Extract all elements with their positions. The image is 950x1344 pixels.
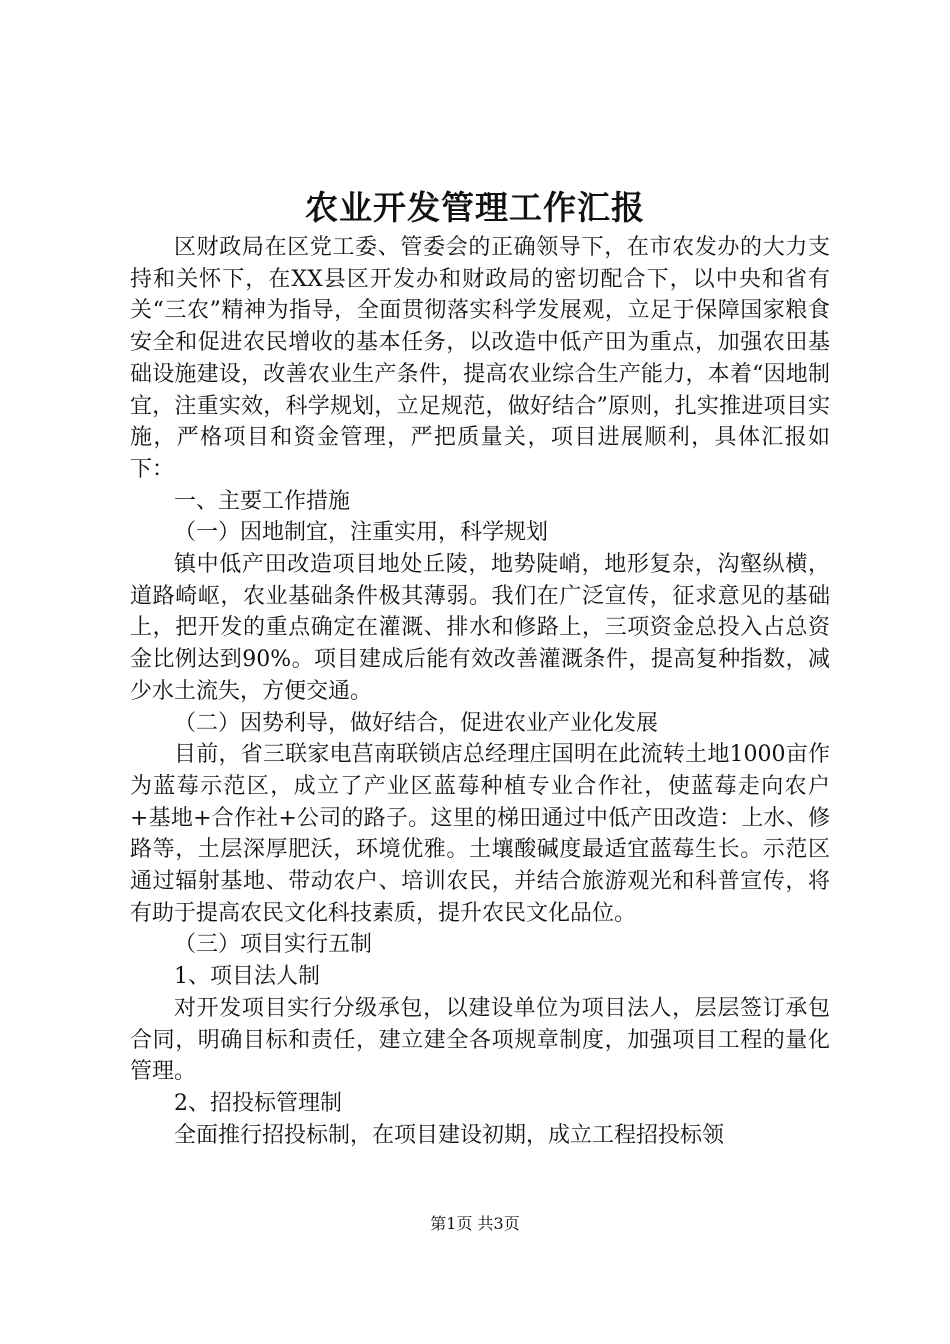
item-heading-1: 1、项目法人制 [174,964,320,990]
section-heading-main-measures: 一、主要工作措施 [174,488,351,514]
subsection-heading-3: （三）项目实行五制 [174,932,373,958]
document-body [130,232,830,1151]
document-title: 农业开发管理工作汇报 [305,188,645,227]
paragraph-subsection-1: 镇中低产田改造项目地处丘陵，地势陡峭，地形复杂，沟壑纵横，道路崎岖，农业基础条件极其薄弱。我们在广泛宣传，征求意见的基础上，把开发的重点确定在灌溉、排水和修路上，三项资金总投入占总资金比例达到90%。项目建成后能有效改善灌溉条件，提高复种指数，减少水土流失，方便交通。 [130,552,830,704]
subsection-heading-1: （一）因地制宜，注重实用，科学规划 [174,520,549,546]
item-heading-2: 2、招投标管理制 [174,1090,342,1116]
paragraph-item-2: 全面推行招投标制，在项目建设初期，成立工程招投标领 [174,1122,725,1148]
subsection-heading-2: （二）因势利导，做好结合，促进农业产业化发展 [174,710,659,736]
paragraph-subsection-2: 目前，省三联家电莒南联锁店总经理庄国明在此流转土地1000亩作为蓝莓示范区，成立了产业区蓝莓种植专业合作社，使蓝莓走向农户+基地+合作社+公司的路子。这里的梯田通过中低产田改造：上水、修路等，土层深厚肥沃，环境优雅。土壤酸碱度最适宜蓝莓生长。示范区通过辐射基地、带动农户、培训农民，并结合旅游观光和科普宣传，将有助于提高农民文化科技素质，提升农民文化品位。 [130,742,830,926]
paragraph-item-1: 对开发项目实行分级承包，以建设单位为项目法人，层层签订承包合同，明确目标和责任，建立建全各项规章制度，加强项目工程的量化管理。 [130,995,830,1085]
page-number-footer: 第1页 共3页 [430,1214,520,1233]
paragraph-intro: 区财政局在区党工委、管委会的正确领导下，在市农发办的大力支持和关怀下，在XX县区开发办和财政局的密切配合下，以中央和省有关“三农”精神为指导，全面贯彻落实科学发展观，立足于保障国家粮食安全和促进农民增收的基本任务，以改造中低产田为重点，加强农田基础设施建设，改善农业生产条件，提高农业综合生产能力，本着“因地制宜，注重实效，科学规划，立足规范，做好结合”原则，扎实推进项目实施，严格项目和资金管理，严把质量关，项目进展顺利，具体汇报如下： [130,235,830,482]
